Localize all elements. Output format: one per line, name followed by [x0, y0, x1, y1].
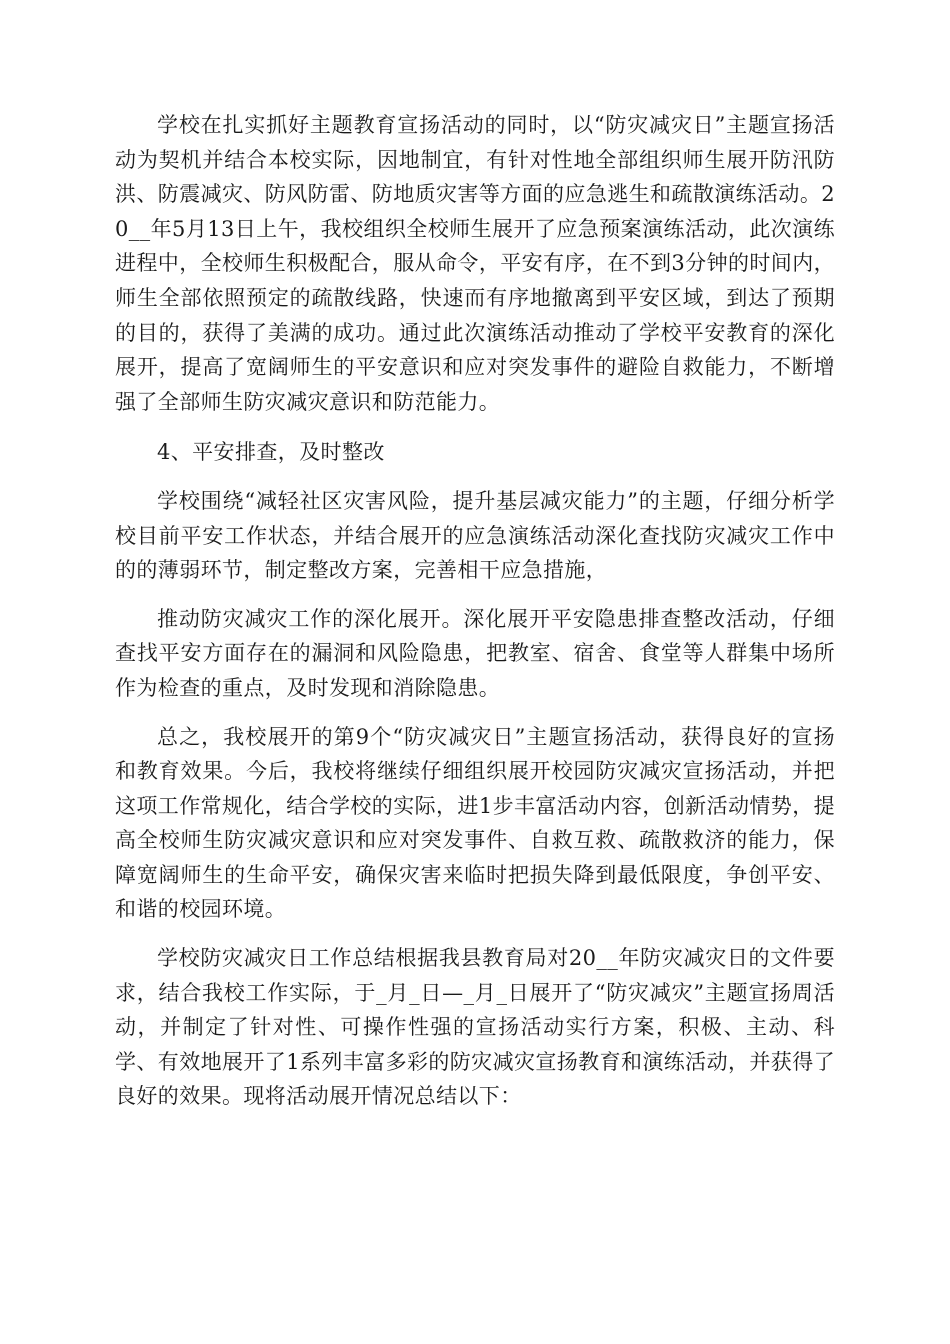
document-body — [115, 108, 835, 1114]
paragraph-drill-activity: 学校在扎实抓好主题教育宣扬活动的同时，以“防灾减灾日”主题宣扬活动为契机并结合本校实际，因地制宜，有针对性地全部组织师生展开防汛防洪、防震减灾、防风防雷、防地质灾害等方面的应急逃生和疏散演练活动。20__年5月13日上午，我校组织全校师生展开了应急预案演练活动，此次演练进程中，全校师生积极配合，服从命令，平安有序，在不到3分钟的时间内，师生全部依照预定的疏散线路，快速而有序地撤离到平安区域，到达了预期的目的，获得了美满的成功。通过此次演练活动推动了学校平安教育的深化展开，提高了宽阔师生的平安意识和应对突发事件的避险自救能力，不断增强了全部师生防灾减灾意识和防范能力。 — [115, 113, 835, 414]
paragraph-summary-intro: 学校防灾减灾日工作总结根据我县教育局对20__年防灾减灾日的文件要求，结合我校工作实际，于_月_日—_月_日展开了“防灾减灾”主题宣扬周活动，并制定了针对性、可操作性强的宣扬活动实行方案，积极、主动、科学、有效地展开了1系列丰富多彩的防灾减灾宣扬教育和演练活动，并获得了良好的效果。现将活动展开情况总结以下： — [115, 946, 835, 1109]
section-heading-safety-inspection: 4、平安排查，及时整改 — [157, 440, 385, 465]
paragraph-community-risk: 学校围绕“减轻社区灾害风险，提升基层减灾能力”的主题，仔细分析学校目前平安工作状态，并结合展开的应急演练活动深化查找防灾减灾工作中的的薄弱环节，制定整改方案，完善相干应急措施， — [115, 488, 835, 583]
paragraph-conclusion: 总之，我校展开的第9个“防灾减灾日”主题宣扬活动，获得良好的宣扬和教育效果。今后，我校将继续仔细组织展开校园防灾减灾宣扬活动，并把这项工作常规化，结合学校的实际，进1步丰富活动内容，创新活动情势，提高全校师生防灾减灾意识和应对突发事件、自救互救、疏散救济的能力，保障宽阔师生的生命平安，确保灾害来临时把损失降到最低限度，争创平安、和谐的校园环境。 — [115, 724, 835, 922]
paragraph-hazard-check: 推动防灾减灾工作的深化展开。深化展开平安隐患排查整改活动，仔细查找平安方面存在的漏洞和风险隐患，把教室、宿舍、食堂等人群集中场所作为检查的重点，及时发现和消除隐患。 — [115, 606, 835, 700]
